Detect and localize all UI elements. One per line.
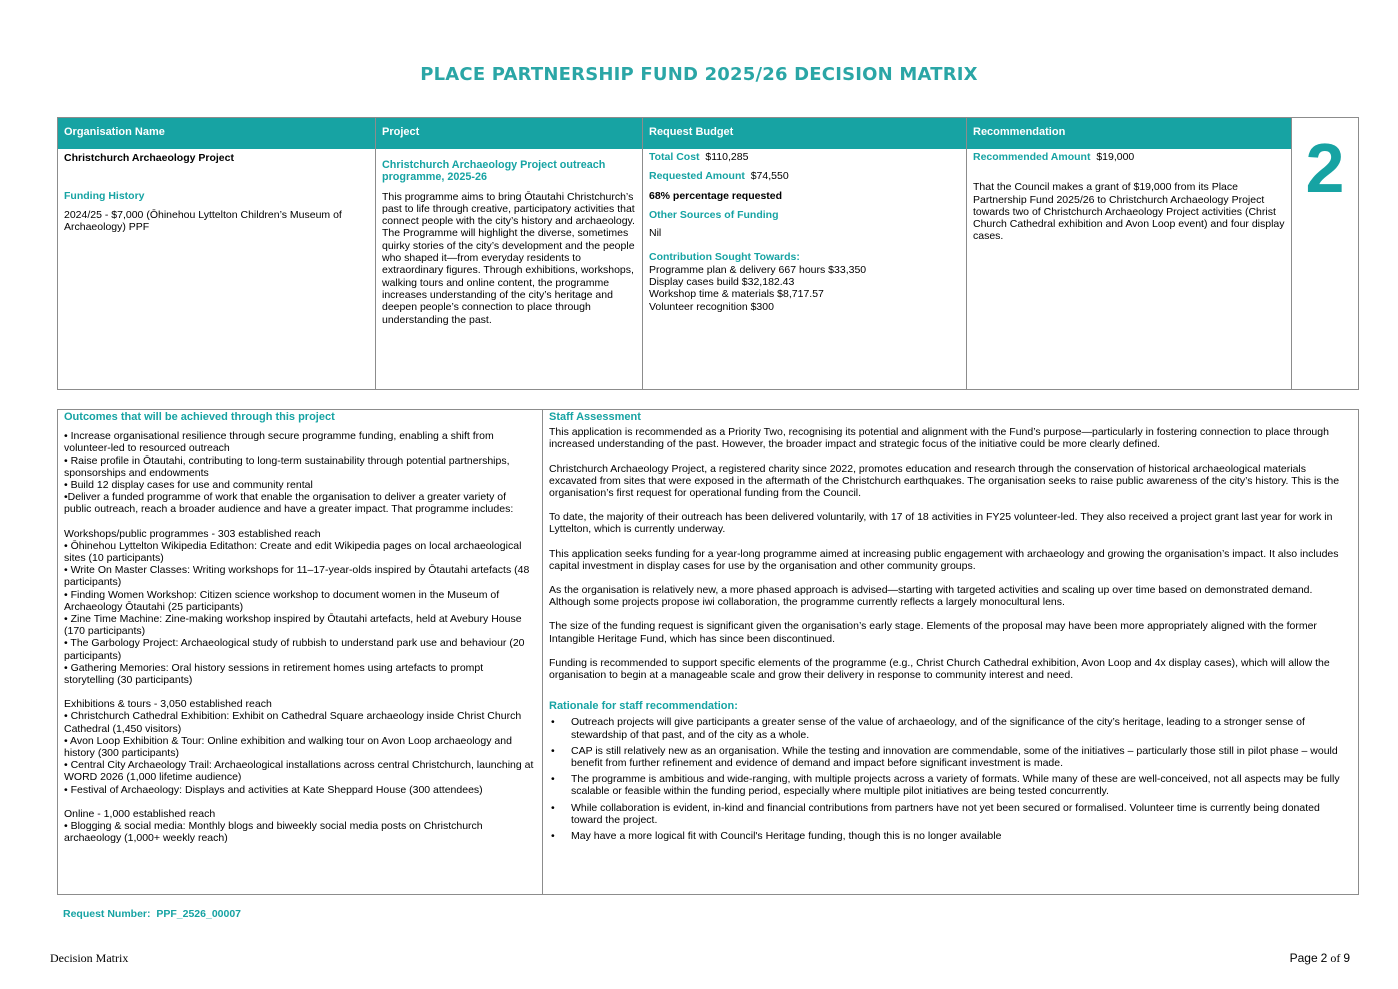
funding-history: 2024/25 - $7,000 (Ōhinehou Lyttelton Children’s Museum of Archaeology) PPF: [64, 208, 342, 233]
project-description: This programme aims to bring Ōtautahi Christchurch’s past to life through creative, participatory activities that connect people with the city’s history and archaeology. The Programme will highlight the diverse, sometimes quirky stories of the city’s development and the people who shaped it—from everyday residents to extraordinary figures. Through exhibitions, workshops, walking tours and online content, the programme increases understanding of the city’s heritage and deepen people’s connection to place through understanding the past.: [382, 190, 635, 326]
budget-header: Request Budget: [643, 118, 966, 149]
request-number-value: PPF_2526_00007: [156, 908, 242, 920]
exhibition-item: • Central City Archaeology Trail: Archaeological installations across central Christchurch, launching at WORD 2026 (1,000 lifetime audience): [64, 759, 534, 784]
workshop-item: • Finding Women Workshop: Citizen science workshop to document women in the Museum of Archaeology Ōtautahi (25 participants): [64, 588, 500, 613]
request-number: [63, 908, 241, 920]
staff-paragraph: This application is recommended as a Priority Two, recognising its potential and alignment with the Fund’s purpose—particularly in fostering connection to place through increased understanding of the past. However, the broader impact and strategic focus of the initiative could be more clearly defined.: [549, 426, 1329, 451]
online-item: • Blogging & social media: Monthly blogs and biweekly social media posts on Christchurch archaeology (1,000+ weekly reach): [64, 820, 483, 845]
exhibition-item: • Festival of Archaeology: Displays and activities at Kate Sheppard House (300 attendees): [64, 783, 483, 796]
staff-paragraph: This application seeks funding for a year-long programme aimed at increasing public engagement with archaeology and growing the organisation’s impact. It also includes capital investment in display cases for use by the organisation and other community groups.: [549, 547, 1339, 572]
recommendation-column: [967, 118, 1292, 389]
outcome-item: • Build 12 display cases for use and community rental: [64, 479, 313, 492]
recommended-value: $19,000: [1096, 151, 1135, 163]
priority-number: 2: [1305, 129, 1345, 207]
page-current: 2: [1320, 951, 1328, 965]
requested-row: [649, 170, 960, 182]
staff-paragraph: Funding is recommended to support specific elements of the programme (e.g., Christ Church Cathedral exhibition, Avon Loop and 4x display cases), which will allow the organisation to begin at a manageable scale and grow their delivery in response to community interest and need.: [549, 656, 1330, 682]
total-cost-row: [649, 151, 960, 163]
staff-paragraph: As the organisation is relatively new, a more phased approach is advised—starting with targeted activities and scaling up over time based on demonstrated demand. Although some projects propose iwi collaboration, the programme currently reflects a largely monocultural lens.: [549, 584, 1313, 609]
project-title: Christchurch Archaeology Project outreach programme, 2025-26: [382, 159, 606, 184]
recommendation-header: Recommendation: [967, 118, 1291, 149]
staff-paragraph: The size of the funding request is significant given the organisation’s early stage. Elements of the proposal may have been more appropriately aligned with the former Intangible Heritage Fund, which has since been discontinued.: [549, 620, 1317, 645]
staff-assessment-column: [543, 410, 1358, 894]
other-sources-label: Other Sources of Funding: [649, 208, 779, 221]
contribution-item: Display cases build $32,182.43: [649, 276, 795, 289]
staff-paragraph: To date, the majority of their outreach has been delivered voluntarily, with 17 of 18 activities in FY25 volunteer-led. They also received a project grant last year for work in Lyttelton, which is currently underway.: [549, 511, 1333, 536]
recommended-row: [973, 151, 1285, 163]
page-of: of: [1330, 951, 1341, 965]
workshop-item: • The Garbology Project: Archaeological study of rubbish to understand park use and behaviour (20 participants): [64, 637, 525, 662]
rationale-item: • CAP is still relatively new as an organisation. While the testing and innovation are commendable, some of the initiatives – particularly those still in pilot phase – would benefit from further refinement and evidence of demand and impact before significant investment is made.: [549, 745, 1352, 769]
outcomes-column: [58, 410, 543, 894]
project-column: [376, 118, 643, 389]
outcomes-intro: [64, 430, 536, 515]
online-heading: Online - 1,000 established reach: [64, 807, 216, 820]
rationale-item: • The programme is ambitious and wide-ranging, with multiple projects across a variety of formats. While many of these are well-conceived, not all aspects may be fully scalable or feasible within the funding period, especially where multiple pilot initiatives are being tested concurrently.: [549, 773, 1352, 797]
workshop-item: • Ōhinehou Lyttelton Wikipedia Editathon: Create and edit Wikipedia pages on local archaeological sites (10 participants): [64, 539, 522, 565]
recommended-label: Recommended Amount: [973, 151, 1091, 163]
funding-history-label: Funding History: [64, 190, 145, 203]
online-list: [64, 808, 536, 845]
workshop-item: • Write On Master Classes: Writing workshops for 11–17-year-olds inspired by Ōtautahi artefacts (48 participants): [64, 564, 530, 589]
requested-value: $74,550: [750, 170, 789, 183]
outcome-item: • Increase organisational resilience through secure programme funding, enabling a shift from volunteer-led to resourced outreach: [64, 430, 494, 455]
rationale-item: • While collaboration is evident, in-kind and financial contributions from partners have not yet been secured or formalised. Volunteer time is currently being donated toward the project.: [549, 802, 1352, 826]
contribution-item: Workshop time & materials $8,717.57: [649, 288, 824, 301]
rationale-title: Rationale for staff recommendation:: [549, 700, 738, 713]
page-title: PLACE PARTNERSHIP FUND 2025/26 DECISION MATRIX: [420, 64, 978, 85]
summary-table: [57, 117, 1359, 390]
outcome-item: • Raise profile in Ōtautahi, contributing to long-term sustainability through potential partnerships, sponsorships and endowments: [64, 454, 510, 479]
page-prefix: Page: [1289, 951, 1318, 965]
contribution-label: Contribution Sought Towards:: [649, 251, 800, 264]
page-total: 9: [1343, 951, 1350, 965]
budget-column: [643, 118, 967, 389]
exhibitions-list: [64, 698, 536, 796]
exhibition-item: • Avon Loop Exhibition & Tour: Online exhibition and walking tour on Avon Loop archaeology and history (300 participants): [64, 734, 512, 760]
recommendation-text: That the Council makes a grant of $19,000 from its Place Partnership Fund 2025/26 to Christchurch Archaeology Project towards two of Christchurch Archaeology Project activities (Christ Church Cathedral exhibition and Avon Loop event) and four display cases.: [973, 181, 1285, 243]
contribution-item: Volunteer recognition $300: [649, 300, 774, 313]
page-indicator: [1290, 951, 1350, 966]
exhibition-item: • Christchurch Cathedral Exhibition: Exhibit on Cathedral Square archaeology inside Christ Church Cathedral (1,450 visitors): [64, 710, 522, 735]
org-header: Organisation Name: [58, 118, 375, 149]
workshop-item: • Gathering Memories: Oral history sessions in retirement homes using artefacts to prompt storytelling (30 participants): [64, 661, 484, 687]
other-sources-value: Nil: [649, 227, 662, 240]
exhibitions-heading: Exhibitions & tours - 3,050 established reach: [64, 698, 272, 711]
total-cost-value: $110,285: [705, 151, 749, 163]
request-number-label: Request Number:: [63, 908, 151, 920]
project-header: Project: [376, 118, 642, 149]
staff-assessment-title: Staff Assessment: [549, 411, 641, 423]
outcome-item: •Deliver a funded programme of work that enable the organisation to deliver a greater variety of public outreach, reach a broader audience and have a greater impact. That programme includes:: [64, 491, 514, 516]
total-cost-label: Total Cost: [649, 151, 700, 163]
assessment-table: [57, 409, 1359, 895]
org-name: Christchurch Archaeology Project: [64, 152, 234, 164]
workshop-item: • Zine Time Machine: Zine-making workshop inspired by Ōtautahi artefacts, held at Avebury House (170 participants): [64, 613, 522, 638]
requested-label: Requested Amount: [649, 170, 745, 183]
rationale-item: • Outreach projects will give participants a greater sense of the value of archaeology, and of the significance of the city’s heritage, leading to a stronger sense of stewardship of that past, and of the city as a whole.: [549, 716, 1352, 740]
footer-title: Decision Matrix: [50, 951, 129, 965]
percentage-requested: 68% percentage requested: [649, 189, 783, 202]
workshops-list: [64, 528, 536, 687]
workshops-heading: Workshops/public programmes - 303 established reach: [64, 527, 321, 540]
rationale-list: [549, 716, 1352, 842]
staff-paragraph: Christchurch Archaeology Project, a registered charity since 2022, promotes education and research through the conservation of historical archaeological materials excavated from sites that were exposed in the aftermath of the Christchurch earthquakes. The organisation seeks to raise public awareness of the city’s history. This is the organisation’s first request for operational funding from the Council.: [549, 462, 1340, 500]
contribution-item: Programme plan & delivery 667 hours $33,350: [649, 263, 867, 276]
org-column: [58, 118, 376, 389]
rationale-item: • May have a more logical fit with Council's Heritage funding, though this is no longer available: [549, 830, 1352, 842]
outcomes-title: Outcomes that will be achieved through this project: [64, 411, 335, 423]
